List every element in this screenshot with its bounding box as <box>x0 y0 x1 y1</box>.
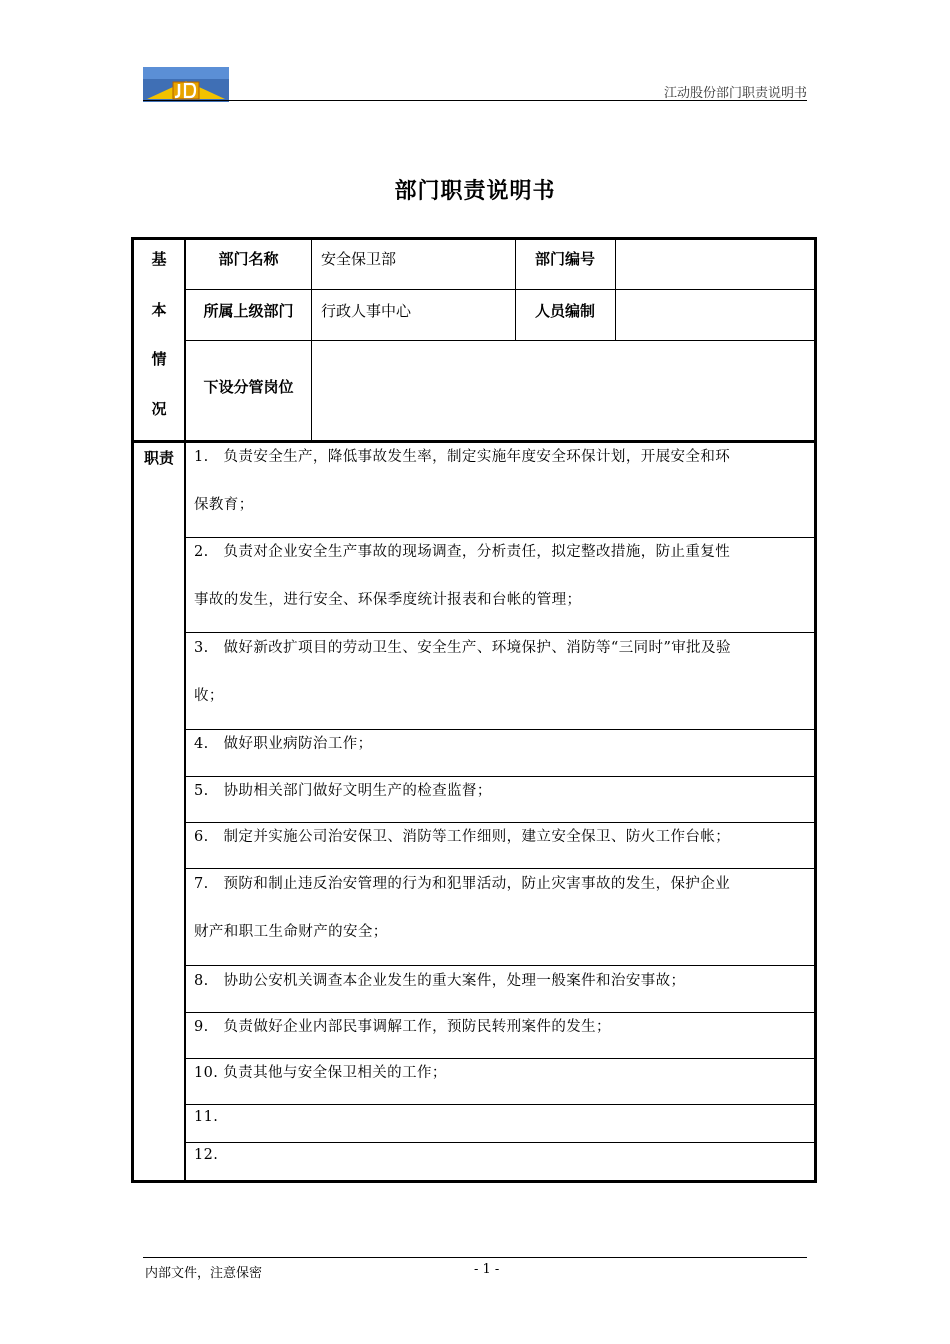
duty-line: 12. <box>194 1147 219 1163</box>
duty-line: 10. 负责其他与安全保卫相关的工作； <box>194 1065 447 1081</box>
duty-item <box>194 1003 812 1051</box>
basic-info-label-char: 情 <box>151 350 167 368</box>
header-rule <box>143 100 807 101</box>
duty-item <box>194 528 812 624</box>
duty-line: 11. <box>194 1109 219 1125</box>
duty-item <box>194 767 812 815</box>
duty-line: 收； <box>194 688 224 704</box>
footer-confidential: 内部文件，注意保密 <box>145 1266 263 1281</box>
dept-code-label: 部门编号 <box>534 250 595 268</box>
duty-item <box>194 1131 812 1179</box>
duty-line: 财产和职工生命财产的安全； <box>194 924 388 940</box>
dept-name-label: 部门名称 <box>218 250 279 268</box>
duty-line: 事故的发生，进行安全、环保季度统计报表和台帐的管理； <box>194 592 582 608</box>
duty-line: 8. 协助公安机关调查本企业发生的重大案件，处理一般案件和治安事故； <box>194 973 686 989</box>
duty-item <box>194 433 812 529</box>
duty-line: 3. 做好新改扩项目的劳动卫生、安全生产、环境保护、消防等“三同时”审批及验 <box>194 640 731 656</box>
parent-dept-value: 行政人事中心 <box>321 302 412 320</box>
duty-line: 保教育； <box>194 497 254 513</box>
duty-line: 1. 负责安全生产，降低事故发生率，制定实施年度安全环保计划，开展安全和环 <box>194 449 731 465</box>
basic-info-label-char: 况 <box>151 400 167 418</box>
basic-info-label-char: 本 <box>151 301 167 319</box>
header-doc-name: 江动股份部门职责说明书 <box>663 86 807 101</box>
duties-label: 职责 <box>143 449 174 467</box>
duty-item <box>194 720 812 768</box>
parent-dept-label: 所属上级部门 <box>203 302 294 320</box>
duty-item <box>194 1049 812 1097</box>
duty-line: 7. 预防和制止违反治安管理的行为和犯罪活动，防止灾害事故的发生，保护企业 <box>194 876 731 892</box>
divider <box>311 240 312 440</box>
basic-info-label-char: 基 <box>151 250 167 268</box>
duty-item <box>194 813 812 861</box>
duty-line: 2. 负责对企业安全生产事故的现场调查，分析责任，拟定整改措施，防止重复性 <box>194 544 731 560</box>
divider <box>186 289 814 290</box>
duty-line: 5. 协助相关部门做好文明生产的检查监督； <box>194 783 492 799</box>
duty-item <box>194 957 812 1005</box>
company-logo <box>143 67 229 102</box>
duty-line: 4. 做好职业病防治工作； <box>194 736 373 752</box>
duty-line: 9. 负责做好企业内部民事调解工作，预防民转刑案件的发生； <box>194 1019 611 1035</box>
staffing-label: 人员编制 <box>534 302 595 320</box>
footer-rule <box>143 1257 807 1258</box>
positions-label: 下设分管岗位 <box>203 378 294 396</box>
page-title: 部门职责说明书 <box>394 179 556 204</box>
duty-item <box>194 624 812 720</box>
duty-line: 6. 制定并实施公司治安保卫、消防等工作细则，建立安全保卫、防火工作台帐； <box>194 829 731 845</box>
dept-name-value: 安全保卫部 <box>321 250 397 268</box>
divider <box>186 340 814 341</box>
duty-item <box>194 860 812 956</box>
divider <box>615 240 616 340</box>
page-number: - 1 - <box>474 1262 500 1277</box>
